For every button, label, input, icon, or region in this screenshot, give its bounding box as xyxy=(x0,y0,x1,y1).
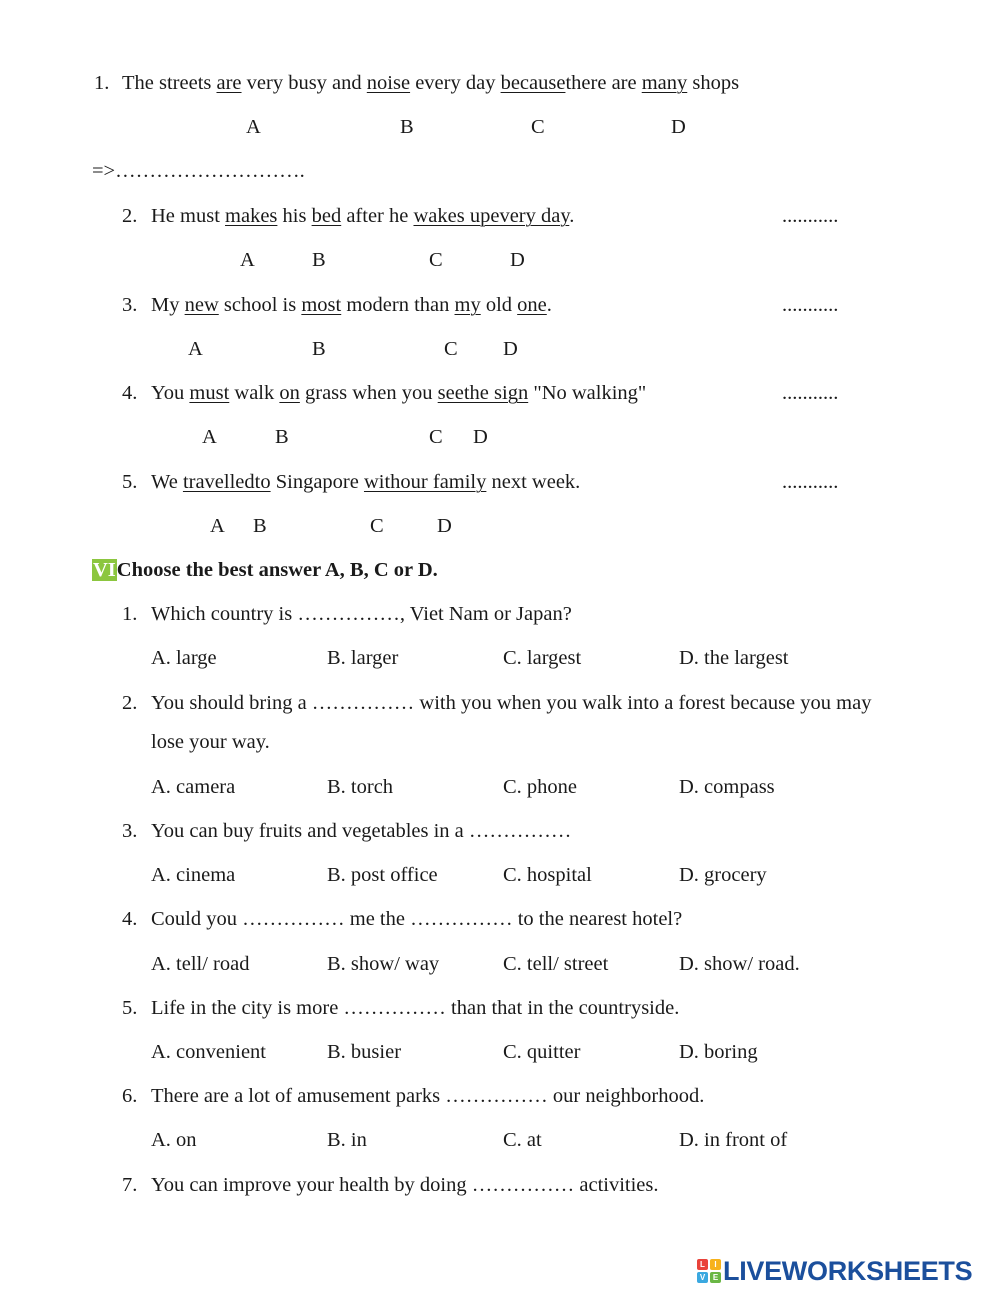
answer-blank[interactable]: ........... xyxy=(782,471,839,493)
option-d[interactable]: D. the largest xyxy=(679,647,789,669)
option-letter-d: D xyxy=(671,116,686,138)
option-letter-a: A xyxy=(240,249,255,271)
option-c[interactable]: C. largest xyxy=(503,647,582,669)
section-number-badge: VI xyxy=(93,559,116,581)
question-text: There are a lot of amusement parks …………… our neighborhood. xyxy=(151,1085,705,1107)
option-d[interactable]: D. grocery xyxy=(679,864,767,886)
logo-tiles-icon: L I V E xyxy=(697,1259,721,1283)
underlined-option-b: on xyxy=(279,382,300,404)
option-b[interactable]: B. busier xyxy=(327,1041,402,1063)
underlined-option-b: withour family xyxy=(363,471,487,493)
option-b[interactable]: B. torch xyxy=(327,776,394,798)
underlined-option-c: becausethere xyxy=(500,72,607,94)
item-number: 3. xyxy=(122,294,138,316)
option-letter-d: D xyxy=(510,249,525,271)
underlined-option-c: seethe sign xyxy=(437,382,529,404)
option-b[interactable]: B. larger xyxy=(327,647,399,669)
item-number: 2. xyxy=(122,205,138,227)
item-number: 4. xyxy=(122,382,138,404)
underlined-option-b: bed xyxy=(311,205,342,227)
answer-blank-line[interactable]: =>………………………. xyxy=(92,160,305,182)
question-text: Which country is ……………, Viet Nam or Japan? xyxy=(151,603,572,625)
option-letter-c: C xyxy=(370,515,384,537)
item-number: 1. xyxy=(94,72,110,94)
underlined-option-a: must xyxy=(189,382,230,404)
option-letter-d: D xyxy=(503,338,518,360)
item-sentence: My new school is most modern than my old one. xyxy=(151,294,552,316)
option-a[interactable]: A. large xyxy=(151,647,217,669)
underlined-option-d: one xyxy=(517,294,547,316)
option-b[interactable]: B. in xyxy=(327,1129,367,1151)
option-b[interactable]: B. show/ way xyxy=(327,953,440,975)
answer-blank[interactable]: ........... xyxy=(782,382,839,404)
option-letter-c: C xyxy=(429,249,443,271)
item-sentence: He must makes his bed after he wakes upevery day. xyxy=(151,205,575,227)
option-d[interactable]: D. boring xyxy=(679,1041,758,1063)
question-text: You can improve your health by doing …………… activities. xyxy=(151,1174,659,1196)
question-number: 3. xyxy=(122,820,138,842)
item-number: 5. xyxy=(122,471,138,493)
underlined-option-b: most xyxy=(301,294,342,316)
option-b[interactable]: B. post office xyxy=(327,864,438,886)
option-d[interactable]: D. show/ road. xyxy=(679,953,800,975)
underlined-option-b: noise xyxy=(366,72,411,94)
option-letter-a: A xyxy=(246,116,261,138)
question-number: 7. xyxy=(122,1174,138,1196)
question-number: 5. xyxy=(122,997,138,1019)
question-number: 2. xyxy=(122,692,138,714)
underlined-option-d: many xyxy=(641,72,688,94)
option-letter-b: B xyxy=(253,515,267,537)
liveworksheets-logo xyxy=(697,1256,972,1286)
underlined-option-a: makes xyxy=(225,205,278,227)
option-letter-b: B xyxy=(400,116,414,138)
option-letter-d: D xyxy=(473,426,488,448)
option-c[interactable]: C. at xyxy=(503,1129,542,1151)
option-c[interactable]: C. phone xyxy=(503,776,578,798)
option-letter-d: D xyxy=(437,515,452,537)
question-text: Could you …………… me the …………… to the nearest hotel? xyxy=(151,908,683,930)
underlined-option-a: new xyxy=(184,294,219,316)
item-sentence: The streets are very busy and noise every day becausethere are many shops xyxy=(122,72,740,94)
option-letter-b: B xyxy=(312,338,326,360)
answer-blank[interactable]: ........... xyxy=(782,205,839,227)
item-sentence: We travelledto Singapore withour family next week. xyxy=(151,471,581,493)
option-a[interactable]: A. camera xyxy=(151,776,236,798)
option-d[interactable]: D. in front of xyxy=(679,1129,788,1151)
question-text: You should bring a …………… with you when you walk into a forest because you may xyxy=(151,692,872,714)
option-letter-c: C xyxy=(444,338,458,360)
underlined-option-a: travelledto xyxy=(182,471,271,493)
option-letter-c: C xyxy=(429,426,443,448)
logo-text: LIVEWORKSHEETS xyxy=(723,1255,973,1286)
question-text: Life in the city is more …………… than that in the countryside. xyxy=(151,997,680,1019)
option-a[interactable]: A. convenient xyxy=(151,1041,266,1063)
section-heading-text: Choose the best answer A, B, C or D. xyxy=(116,559,438,581)
underlined-option-a: are xyxy=(216,72,242,94)
option-c[interactable]: C. tell/ street xyxy=(503,953,609,975)
option-c[interactable]: C. quitter xyxy=(503,1041,581,1063)
option-letter-a: A xyxy=(210,515,225,537)
option-letter-b: B xyxy=(275,426,289,448)
question-text-continued: lose your way. xyxy=(151,731,270,753)
underlined-option-c: my xyxy=(454,294,481,316)
option-letter-c: C xyxy=(531,116,545,138)
option-letter-a: A xyxy=(188,338,203,360)
section-heading xyxy=(92,560,438,581)
option-a[interactable]: A. on xyxy=(151,1129,197,1151)
option-letter-a: A xyxy=(202,426,217,448)
option-a[interactable]: A. cinema xyxy=(151,864,236,886)
option-c[interactable]: C. hospital xyxy=(503,864,592,886)
option-letter-b: B xyxy=(312,249,326,271)
option-d[interactable]: D. compass xyxy=(679,776,775,798)
question-number: 4. xyxy=(122,908,138,930)
option-a[interactable]: A. tell/ road xyxy=(151,953,250,975)
question-text: You can buy fruits and vegetables in a …………… xyxy=(151,820,572,842)
underlined-option-c: wakes upevery day xyxy=(413,205,570,227)
item-sentence: You must walk on grass when you seethe sign "No walking" xyxy=(151,382,647,404)
question-number: 1. xyxy=(122,603,138,625)
question-number: 6. xyxy=(122,1085,138,1107)
answer-blank[interactable]: ........... xyxy=(782,294,839,316)
